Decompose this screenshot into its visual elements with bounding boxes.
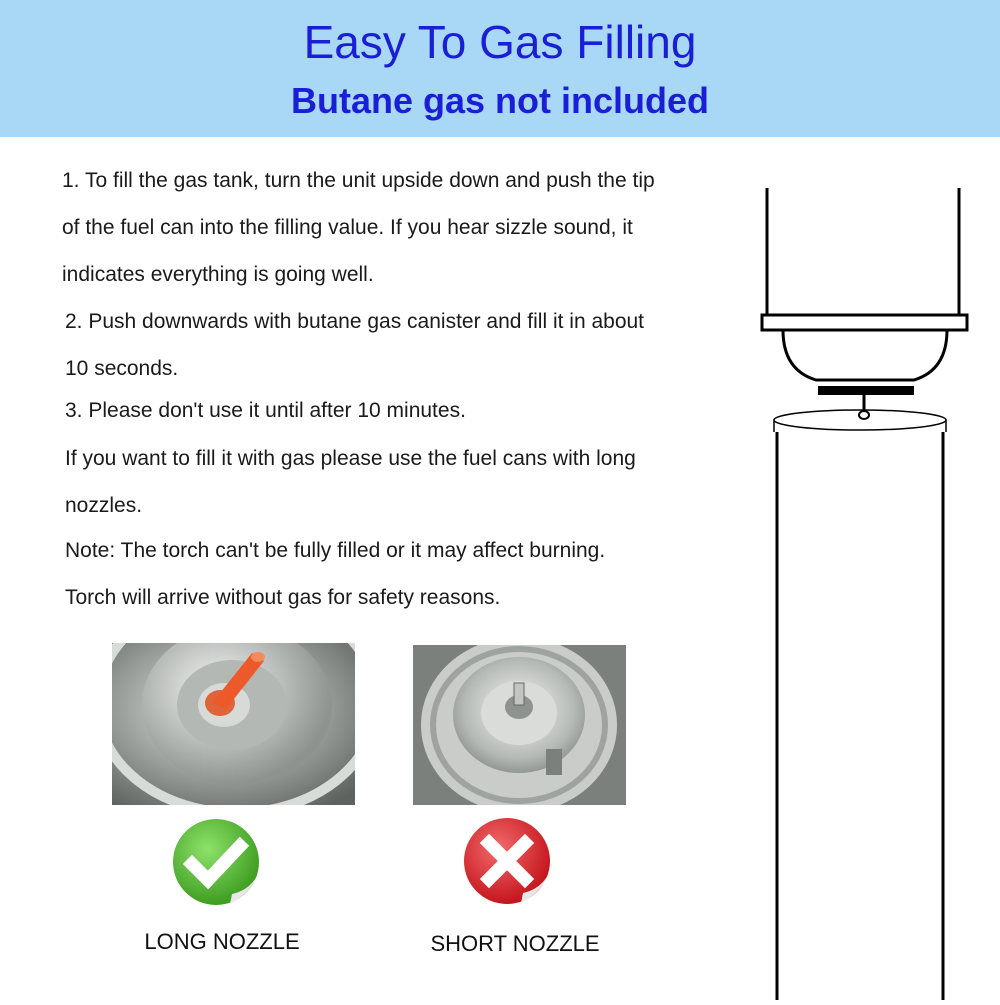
instruction-line-10: Torch will arrive without gas for safety reasons. [65,586,501,609]
instruction-line-9: Note: The torch can't be fully filled or it may affect burning. [65,539,606,562]
instruction-line-7: If you want to fill it with gas please use the fuel cans with long [65,447,636,470]
check-badge [170,816,262,913]
instruction-line-1: 1. To fill the gas tank, turn the unit upside down and push the tip [62,169,655,192]
instruction-line-5: 10 seconds. [65,357,179,380]
page-subtitle: Butane gas not included [290,80,710,121]
instruction-line-3: indicates everything is going well. [62,263,374,286]
page-title: Easy To Gas Filling [303,16,697,68]
instruction-line-6: 3. Please don't use it until after 10 minutes. [65,399,466,422]
header-banner [0,0,1000,137]
long-nozzle-photo [112,643,355,805]
instruction-line-4: 2. Push downwards with butane gas canister and fill it in about [65,310,645,333]
check-icon [170,816,262,908]
filling-diagram [750,180,990,1005]
instruction-line-8: nozzles. [65,494,143,517]
short-nozzle-label: SHORT NOZZLE [430,931,600,956]
short-nozzle-photo [413,645,626,805]
cross-icon [461,815,553,907]
cross-badge [461,815,553,912]
long-nozzle-label: LONG NOZZLE [144,929,300,954]
instruction-line-2: of the fuel can into the filling value. If you hear sizzle sound, it [62,216,633,239]
